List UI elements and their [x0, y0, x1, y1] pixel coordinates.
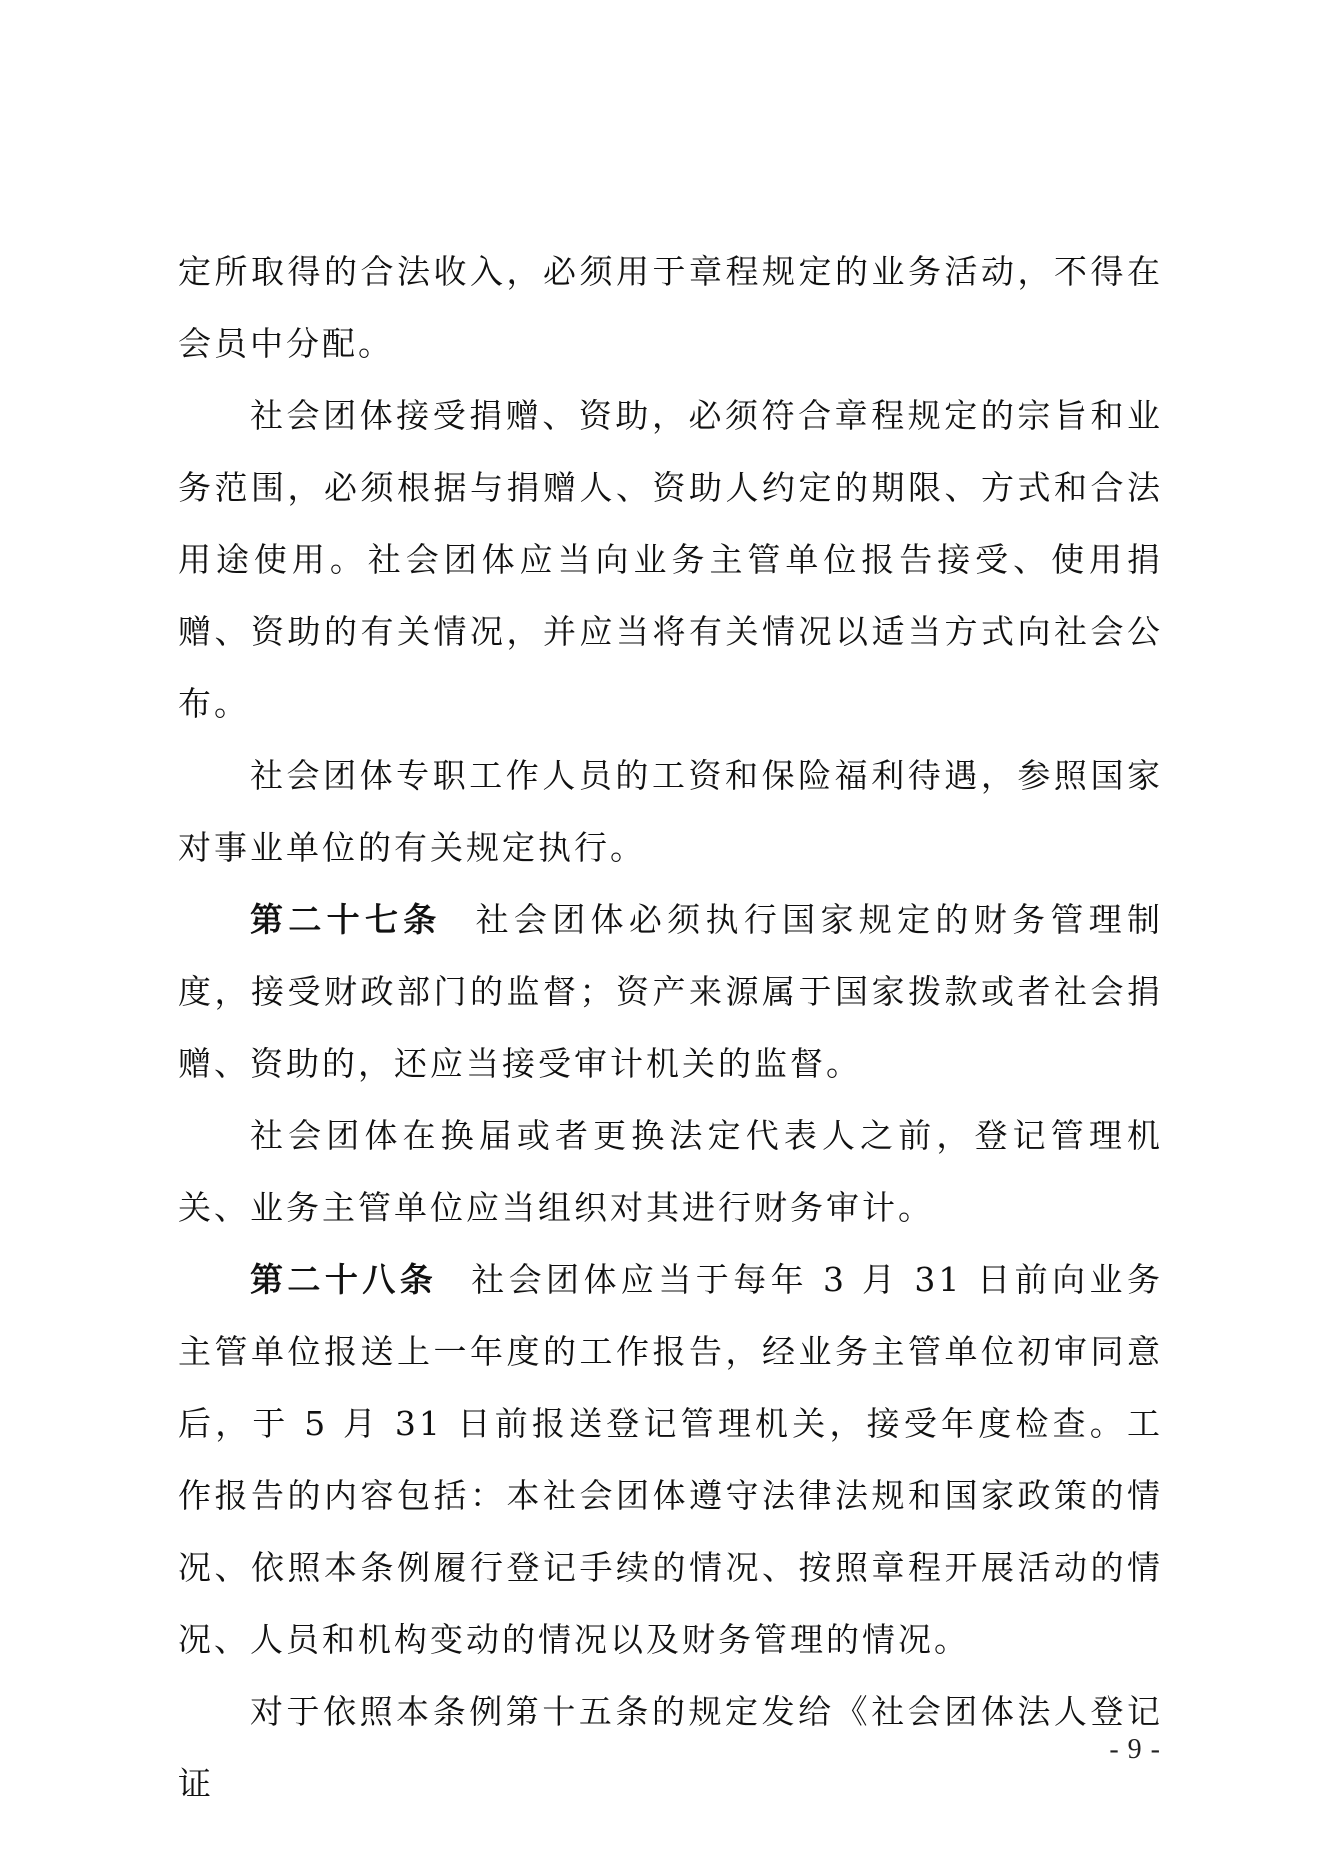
paragraph-text: 社会团体在换届或者更换法定代表人之前，登记管理机关、业务主管单位应当组织对其进行财务审计。 — [178, 1116, 1163, 1227]
article-27 — [178, 884, 1163, 1100]
paragraph-text: 社会团体必须执行国家规定的财务管理制度，接受财政部门的监督；资产来源属于国家拨款或者社会捐赠、资助的，还应当接受审计机关的监督。 — [178, 900, 1164, 1083]
article-28 — [178, 1244, 1163, 1676]
paragraph-staff-salaries — [178, 740, 1163, 884]
article-label: 第二十七条 — [250, 900, 442, 939]
paragraph-donations — [178, 380, 1163, 740]
paragraph-text: 社会团体接受捐赠、资助，必须符合章程规定的宗旨和业务范围，必须根据与捐赠人、资助人约定的期限、方式和合法用途使用。社会团体应当向业务主管单位报告接受、使用捐赠、资助的有关情况，并应当将有关情况以适当方式向社会公布。 — [178, 396, 1163, 723]
document-body — [178, 236, 1163, 1820]
page-number: - 9 - — [1109, 1734, 1161, 1765]
paragraph-text: 定所取得的合法收入，必须用于章程规定的业务活动，不得在会员中分配。 — [178, 252, 1163, 363]
paragraph-registration-certificate — [178, 1676, 1163, 1820]
paragraph-text: 对于依照本条例第十五条的规定发给《社会团体法人登记证 — [178, 1692, 1163, 1803]
article-label: 第二十八条 — [250, 1260, 438, 1299]
paragraph-continued-income — [178, 236, 1163, 380]
paragraph-text: 社会团体应当于每年 3 月 31 日前向业务主管单位报送上一年度的工作报告，经业务主管单位初审同意后，于 5 月 31 日前报送登记管理机关，接受年度检查。工作报告的内容包括：本社会团体遵守法律法规和国家政策的情况、依照本条例履行登记手续的情况、按照章程开展活动的情况、人员和机构变动的情况以及财务管理的情况。 — [178, 1260, 1163, 1659]
paragraph-text: 社会团体专职工作人员的工资和保险福利待遇，参照国家对事业单位的有关规定执行。 — [178, 756, 1163, 867]
paragraph-audit — [178, 1100, 1163, 1244]
